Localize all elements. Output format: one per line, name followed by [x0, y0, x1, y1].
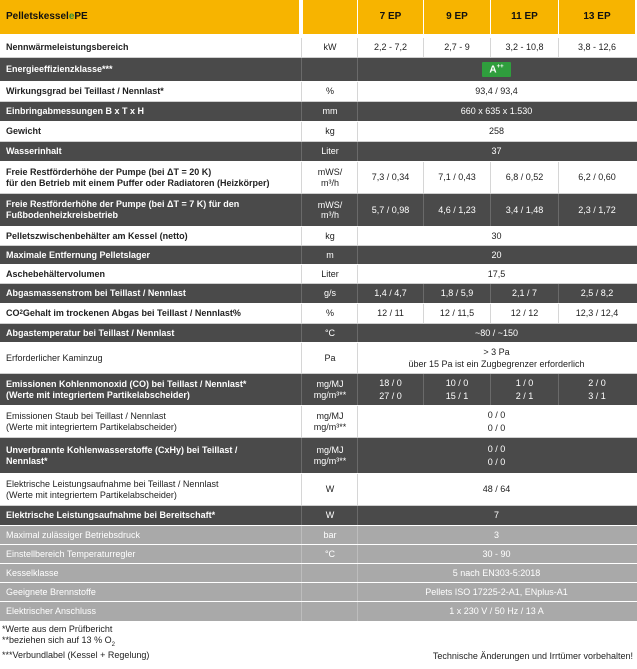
title-prefix: Pelletskessel: [6, 11, 69, 22]
value-9ep: 10 / 0 15 / 1: [424, 374, 491, 405]
row-value: 48 / 64: [482, 484, 511, 495]
row-label: Energieeffizienzklasse***: [2, 58, 302, 81]
row-label: Unverbrannte Kohlenwasserstoffe (CxHy) bei Teillast / Nennlast*: [2, 438, 302, 473]
row-value: 5 nach EN303-5:2018: [452, 567, 541, 578]
value-11ep: 3,2 - 10,8: [491, 38, 559, 57]
row-value: 7: [493, 510, 499, 521]
row-elektrische-leistung-teillast: [0, 474, 637, 506]
row-emissionen-staub: [0, 406, 637, 438]
row-unit: %: [303, 304, 358, 323]
row-value: [358, 58, 635, 81]
row-value: 30: [491, 230, 502, 241]
row-value: 20: [491, 249, 502, 260]
value-7ep: 7,3 / 0,34: [358, 162, 424, 193]
row-label: Nennwärmeleistungsbereich: [2, 38, 302, 57]
row-label: Gewicht: [2, 122, 302, 141]
row-unit: W: [303, 506, 358, 525]
row-value: > 3 Pa über 15 Pa ist ein Zugbegrenzer erforderlich: [408, 346, 585, 369]
row-unit: %: [303, 82, 358, 101]
row-pumpe-20k: [0, 162, 637, 194]
row-label: Elektrischer Anschluss: [2, 602, 302, 621]
row-unit: m: [303, 246, 358, 264]
row-value: ~80 / ~150: [474, 327, 519, 338]
row-unit: mg/MJ mg/m³**: [303, 406, 358, 437]
row-value: 660 x 635 x 1.530: [460, 106, 533, 117]
footnote-1: *Werte aus dem Prüfbericht: [2, 624, 113, 634]
row-unit: Liter: [303, 265, 358, 283]
model-header-11ep: 11 EP: [491, 0, 560, 34]
row-value: 93,4 / 93,4: [475, 86, 518, 97]
row-abgasmassenstrom: [0, 284, 637, 304]
row-unit: Pa: [303, 343, 358, 373]
row-label: CO 2 Gehalt im trockenen Abgas bei Teillast / Nennlast%: [2, 304, 302, 323]
row-brennstoffe: [0, 583, 637, 602]
row-value: 3: [493, 529, 499, 540]
value-13ep: 3,8 - 12,6: [577, 42, 617, 53]
row-unit: mm: [303, 102, 358, 121]
row-label: Maximale Entfernung Pelletslager: [2, 246, 302, 264]
row-label: Einstellbereich Temperaturregler: [2, 545, 302, 563]
row-value: 37: [491, 146, 502, 157]
row-temperaturregler: [0, 545, 637, 564]
row-label: Kesselklasse: [2, 564, 302, 582]
row-unit: [303, 602, 358, 621]
row-value: 1 x 230 V / 50 Hz / 13 A: [449, 606, 544, 617]
row-value: Pellets ISO 17225-2-A1, ENplus-A1: [425, 586, 568, 597]
footnote-2: **beziehen sich auf 13 % $O_2$: [2, 635, 115, 649]
row-label: Einbringabmessungen B x T x H: [2, 102, 302, 121]
value-9ep: 7,1 / 0,43: [424, 162, 491, 193]
row-label: Freie Restförderhöhe der Pumpe (bei ΔT = 20 K) für den Betrieb mit einem Puffer oder Radiatoren (Heizkörper): [2, 162, 302, 193]
row-label: Abgastemperatur bei Teillast / Nennlast: [2, 324, 302, 342]
value-9ep: 12 / 11,5: [424, 304, 491, 323]
row-label: Elektrische Leistungsaufnahme bei Teillast / Nennlast (Werte mit integriertem Partikelabscheider): [2, 474, 302, 505]
row-unit: mg/MJ mg/m³**: [303, 374, 358, 405]
table-header: [0, 0, 637, 34]
value-11ep: 1 / 0 2 / 1: [491, 374, 559, 405]
row-unit: bar: [303, 526, 358, 544]
row-aschebehaelter: [0, 265, 637, 284]
row-pelletszwischenbehaelter: [0, 227, 637, 246]
row-unit: kg: [303, 122, 358, 141]
value-7ep: 12 / 11: [358, 304, 424, 323]
row-wirkungsgrad: [0, 82, 637, 102]
row-label: Pelletszwischenbehälter am Kessel (netto): [2, 227, 302, 245]
row-label: Elektrische Leistungsaufnahme bei Bereitschaft*: [2, 506, 302, 525]
disclaimer: Technische Änderungen und Irrtümer vorbehalten!: [432, 651, 633, 661]
title-brand-e: e: [68, 11, 75, 22]
row-label: Emissionen Kohlenmonoxid (CO) bei Teillast / Nennlast* (Werte mit integriertem Partikelabscheider): [2, 374, 302, 405]
model-header-7ep: 7 EP: [358, 0, 425, 34]
row-label: Aschebehältervolumen: [2, 265, 302, 283]
value-11ep: 6,8 / 0,52: [491, 162, 559, 193]
value-7ep: 18 / 0 27 / 0: [358, 374, 424, 405]
row-unit: °C: [303, 545, 358, 563]
value-7ep: 1,4 / 4,7: [358, 284, 424, 303]
row-unit: W: [303, 474, 358, 505]
product-title: [0, 0, 301, 34]
title-suffix: PE: [74, 11, 88, 22]
row-betriebsdruck: [0, 526, 637, 545]
header-unit-cell: [303, 0, 359, 34]
row-kesselklasse: [0, 564, 637, 583]
row-unit: mg/MJ mg/m³**: [303, 438, 358, 473]
footnote-3: ***Verbundlabel (Kessel + Regelung): [2, 649, 150, 660]
row-wasserinhalt: [0, 142, 637, 162]
row-maximale-entfernung: [0, 246, 637, 265]
footnotes: [2, 624, 149, 661]
row-label: Geeignete Brennstoffe: [2, 583, 302, 601]
row-unit: [303, 564, 358, 582]
row-kaminzug: [0, 343, 637, 374]
row-value: 0 / 0 0 / 0: [487, 444, 506, 467]
value-11ep: 12 / 12: [491, 304, 559, 323]
row-value: 17,5: [487, 268, 506, 279]
row-unit: [303, 58, 358, 81]
row-unit: kg: [303, 227, 358, 245]
row-unit: Liter: [303, 142, 358, 161]
row-emissionen-cxhy: [0, 438, 637, 474]
row-label: Abgasmassenstrom bei Teillast / Nennlast: [2, 284, 302, 303]
value-9ep: 1,8 / 5,9: [424, 284, 491, 303]
row-gewicht: [0, 122, 637, 142]
model-header-9ep: 9 EP: [424, 0, 492, 34]
row-einbringabmessungen: [0, 102, 637, 122]
row-unit: [303, 583, 358, 601]
row-pumpe-7k: [0, 194, 637, 227]
row-nennwaermeleistung: [0, 38, 637, 58]
value-9ep: 2,7 - 9: [424, 38, 491, 57]
model-header-13ep: 13 EP: [559, 0, 635, 34]
value-13ep: 2,3 / 1,72: [578, 204, 616, 215]
row-elektrische-leistung-bereitschaft: [0, 506, 637, 526]
row-label: Wasserinhalt: [2, 142, 302, 161]
row-energieeffizienz: [0, 58, 637, 82]
value-7ep: 2,2 - 7,2: [358, 38, 424, 57]
row-unit: g/s: [303, 284, 358, 303]
row-value: 258: [488, 126, 505, 137]
row-label: Erforderlicher Kaminzug: [2, 343, 302, 373]
row-unit: °C: [303, 324, 358, 342]
row-value: 0 / 0 0 / 0: [487, 410, 506, 433]
row-label: Freie Restförderhöhe der Pumpe (bei ΔT = 7 K) für den Fußbodenheizkreisbetrieb: [2, 194, 302, 226]
energy-label-badge: A++: [482, 62, 510, 78]
row-label: Maximal zulässiger Betriebsdruck: [2, 526, 302, 544]
value-7ep: 5,7 / 0,98: [358, 194, 424, 226]
value-11ep: 3,4 / 1,48: [491, 194, 559, 226]
row-co2-gehalt: [0, 304, 637, 324]
row-unit: mWS/ m³/h: [303, 162, 358, 193]
row-emissionen-co: [0, 374, 637, 406]
row-abgastemperatur: [0, 324, 637, 343]
value-13ep: 2 / 0 3 / 1: [588, 378, 606, 401]
value-13ep: 12,3 / 12,4: [575, 308, 619, 319]
value-9ep: 4,6 / 1,23: [424, 194, 491, 226]
row-value: 30 - 90: [482, 548, 511, 559]
row-label: Wirkungsgrad bei Teillast / Nennlast*: [2, 82, 302, 101]
value-13ep: 2,5 / 8,2: [580, 288, 614, 299]
row-unit: kW: [303, 38, 358, 57]
row-label: Emissionen Staub bei Teillast / Nennlast (Werte mit integriertem Partikelabscheider): [2, 406, 302, 437]
value-13ep: 6,2 / 0,60: [578, 172, 616, 183]
row-elektrischer-anschluss: [0, 602, 637, 621]
row-unit: mWS/ m³/h: [303, 194, 358, 226]
value-11ep: 2,1 / 7: [491, 284, 559, 303]
